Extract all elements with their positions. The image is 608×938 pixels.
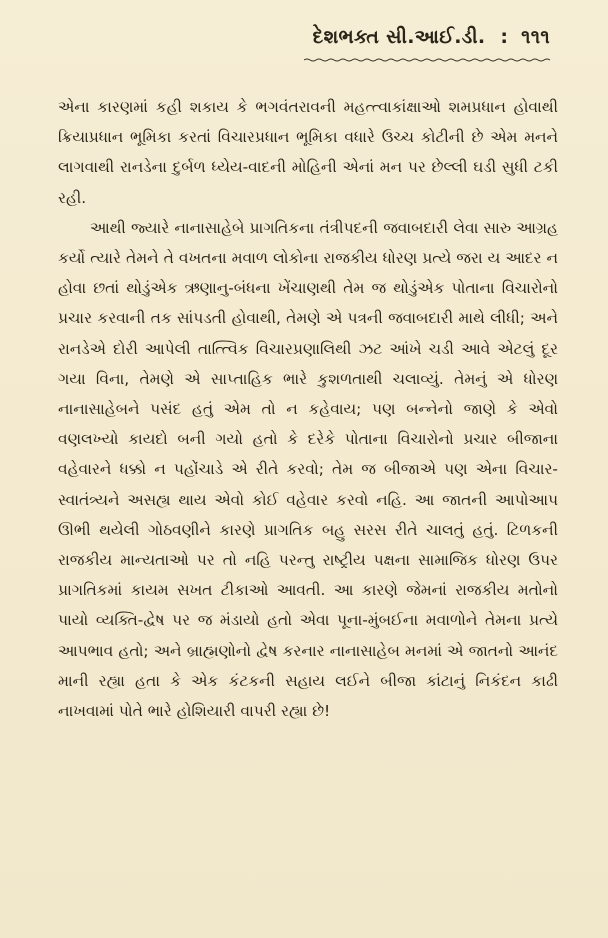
paragraph-continued: એના કારણમાં કહી શકાય કે ભગવંતરાવની મહત્ત્વાકાંક્ષાઓ શમપ્રધાન હોવાથી ક્રિયાપ્રધાન ભૂમિકા કરતાં વિચારપ્રધાન ભૂમિકા વધારે ઉચ્ચ કોટીની છે એમ મનને લાગવાથી રાનડેના દુર્બળ ધ્યેય-વાદની મોહિની એનાં મન પર છેલ્લી ઘડી સુધી ટકી રહી.	[58, 98, 558, 207]
running-title: દેશભક્ત સી.આઈ.ડી.	[312, 26, 486, 48]
page-number: ૧૧૧	[521, 26, 550, 48]
body-text	[58, 92, 558, 726]
header-separator: :	[500, 26, 509, 48]
running-header	[313, 26, 550, 48]
header-wavy-rule	[304, 58, 552, 62]
paragraph: આથી જ્યારે નાનાસાહેબે પ્રાગતિકના તંત્રીપદની જવાબદારી લેવા સારુ આગ્રહ કર્યો ત્યારે તેમને તે વખતના મવાળ લોકોના રાજકીય ધોરણ પ્રત્યે જરા ય આદર ન હોવા છતાં થોડુંએક ઋણાનુ-બંધના ખેંચાણથી તેમ જ થોડુંએક પોતાના વિચારોનો પ્રચાર કરવાની તક સાંપડતી હોવાથી, તેમણે એ પત્રની જવાબદારી માથે લીધી; અને રાનડેએ દોરી આપેલી તાત્ત્વિક વિચારપ્રણાલિથી ઝટ આંખે ચડી આવે એટલું દૂર ગયા વિના, તેમણે એ સાપ્તાહિક ભારે કુશળતાથી ચલાવ્યું. તેમનું એ ધોરણ નાનાસાહેબને પસંદ હતું એમ તો ન કહેવાય; પણ બન્નેનો જાણે કે એવો વણલખ્યો કાયદો બની ગયો હતો કે દરેકે પોતાના વિચારોનો પ્રચાર બીજાના વહેવારને ધક્કો ન પહોંચાડે એ રીતે કરવો; તેમ જ બીજાએ પણ એના વિચાર-સ્વાતંત્ર્યને અસહ્ય થાય એવો કોઈ વહેવાર કરવો નહિ. આ જાતની આપોઆપ ઊભી થયેલી ગોઠવણીને કારણે પ્રાગતિક બહુ સરસ રીતે ચાલતું હતું. ટિળકની રાજકીય માન્યતાઓ પર તો નહિ પરન્તુ રાષ્ટ્રીય પક્ષના સામાજિક ધોરણ ઉપર પ્રાગતિકમાં કાયમ સખત ટીકાઓ આવતી. આ કારણે જેમનાં રાજકીય મતોનો પાયો વ્યક્તિ-દ્વેષ પર જ મંડાયો હતો એવા પૂના-મુંબઈના મવાળોને તેમના પ્રત્યે આપભાવ હતો; અને બ્રાહ્મણોનો દ્વેષ કરનાર નાનાસાહેબ મનમાં એ જાતનો આનંદ માની રહ્યા હતા કે એક કંટકની સહાય લઈને બીજા કાંટાનું નિકંદન કાઢી નાખવામાં પોતે ભારે હોશિયારી વાપરી રહ્યા છે!	[58, 218, 558, 721]
